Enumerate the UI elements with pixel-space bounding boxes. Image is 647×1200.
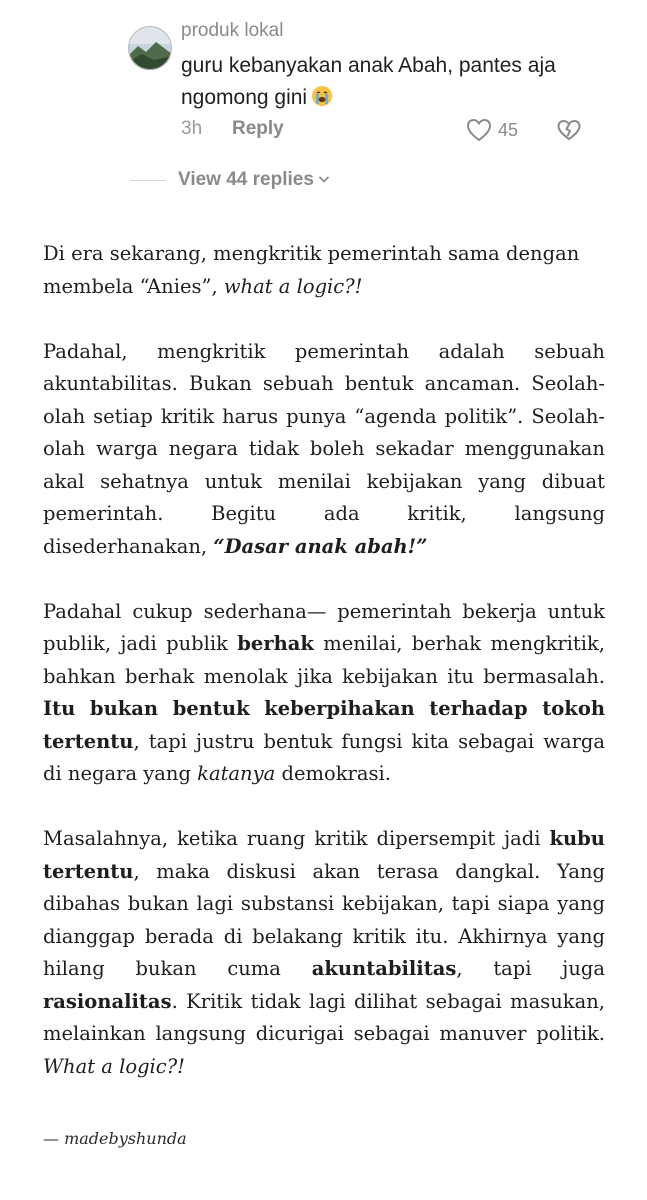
p4-bold-a: kubu tertentu: [43, 827, 605, 883]
view-replies-label: View 44 replies: [178, 169, 314, 190]
p4-text-a: Masalahnya, ketika ruang kritik dipersempit jadi: [43, 827, 550, 850]
p3-text-c: , tapi justru bentuk fungsi kita sebagai warga di negara yang: [43, 729, 605, 785]
p4-bold-b: akuntabilitas: [311, 957, 457, 980]
heart-outline-icon[interactable]: [465, 116, 493, 144]
comment-username[interactable]: produk lokal: [181, 20, 284, 41]
paragraph-4: [43, 823, 605, 1083]
view-replies-button[interactable]: [178, 168, 330, 191]
broken-heart-icon[interactable]: [556, 117, 582, 143]
reply-button[interactable]: Reply: [232, 118, 284, 139]
comment-text-content: guru kebanyakan anak Abah, pantes aja ngomong gini: [181, 54, 556, 109]
p2-text: Padahal, mengkritik pemerintah adalah sebuah akuntabilitas. Bukan sebuah bentuk ancaman. Seolah-olah setiap kritik harus punya “agenda politik”. Seolah-olah warga negara tidak boleh sekadar menggunakan akal sehatnya untuk menilai kebijakan yang dibuat pemerintah. Begitu ada kritik, langsung disederhanakan,: [43, 339, 605, 558]
avatar[interactable]: [128, 26, 172, 70]
article-body: [43, 238, 605, 1116]
p1-italic: what a logic?!: [223, 274, 363, 298]
p1-text: Di era sekarang, mengkritik pemerintah sama dengan membela “Anies”,: [43, 242, 580, 298]
p4-italic: What a logic?!: [43, 1054, 185, 1078]
p3-text-d: demokrasi.: [275, 762, 391, 785]
p2-bold-italic: “Dasar anak abah!”: [213, 534, 428, 558]
paragraph-3: [43, 596, 605, 791]
p3-bold-b: Itu bukan bentuk keberpihakan terhadap tokoh tertentu: [43, 697, 605, 753]
signature: — madebyshunda: [43, 1129, 187, 1148]
p4-text-c: , tapi juga: [456, 957, 605, 980]
p4-text-d: . Kritik tidak lagi dilihat sebagai masukan, melainkan langsung dicurigai sebagai manuver politik.: [43, 989, 605, 1045]
p3-italic: katanya: [197, 762, 276, 785]
chevron-down-icon: [318, 168, 330, 178]
p3-text-b: menilai, berhak mengkritik, bahkan berhak menolak jika kebijakan itu bermasalah.: [43, 632, 605, 688]
comment-card: [0, 0, 647, 205]
comment-text: [181, 50, 601, 114]
like-count: 45: [498, 120, 519, 140]
p4-bold-c: rasionalitas: [43, 989, 172, 1013]
p3-text-a: Padahal cukup sederhana— pemerintah bekerja untuk publik, jadi publik: [43, 599, 605, 655]
p4-text-b: , maka diskusi akan terasa dangkal. Yang dibahas bukan lagi substansi kebijakan, tapi siapa yang dianggap berada di belakang kritik itu. Akhirnya yang hilang bukan cuma: [43, 859, 605, 980]
comment-time: 3h: [181, 118, 203, 139]
paragraph-2: [43, 336, 605, 564]
p3-bold-a: berhak: [237, 632, 314, 655]
loudly-crying-face-icon: [311, 85, 333, 107]
paragraph-1: [43, 238, 605, 303]
replies-divider: [130, 180, 166, 181]
